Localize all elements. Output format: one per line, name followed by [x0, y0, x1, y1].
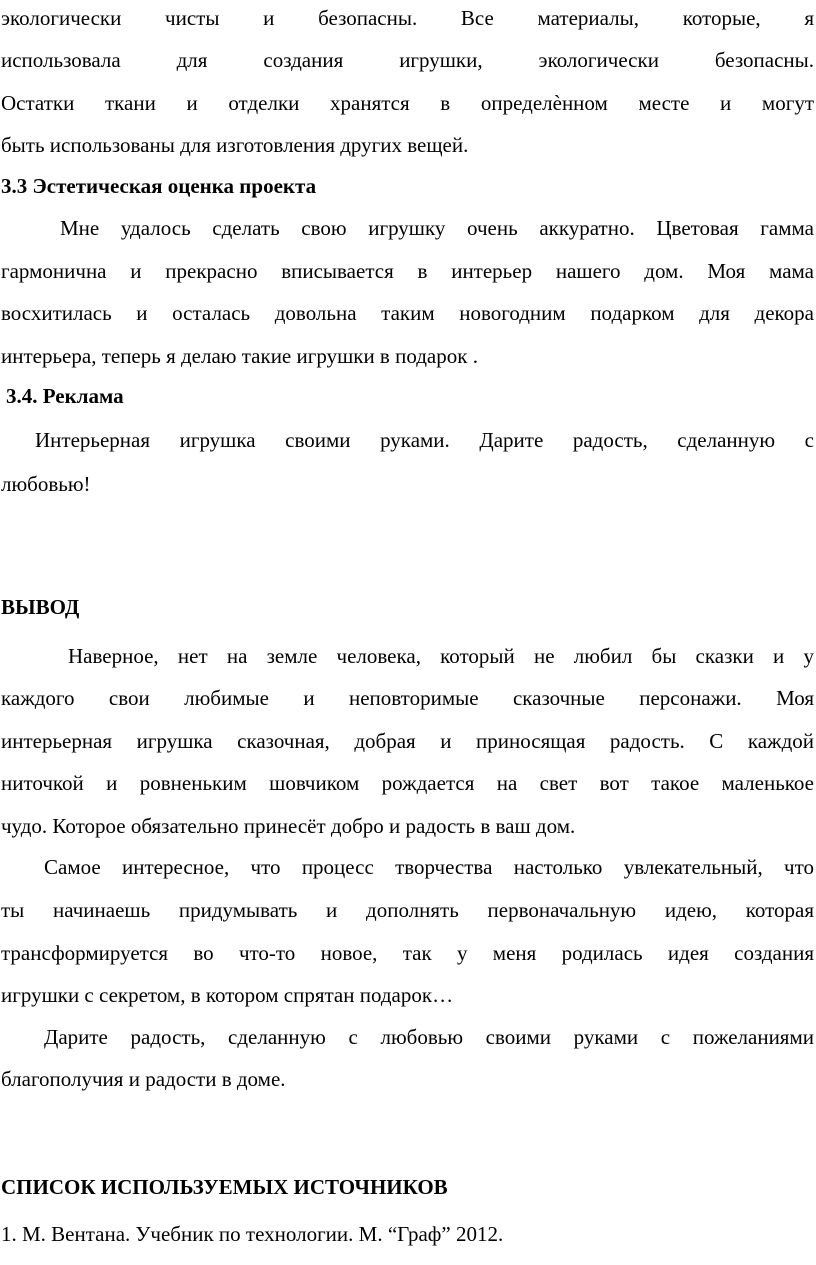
list-item: 1. М. Вентана. Учебник по технологии. М. “Граф” 2012. — [1, 1222, 504, 1246]
paragraph-line: трансформируется во что-то новое, так у меня родилась идея создания — [1, 941, 814, 965]
paragraph-line: экологически чисты и безопасны. Все материалы, которые, я — [1, 6, 814, 30]
section-heading-sources: СПИСОК ИСПОЛЬЗУЕМЫХ ИСТОЧНИКОВ — [1, 1175, 448, 1199]
paragraph-line: любовью! — [1, 472, 91, 496]
paragraph-line: благополучия и радости в доме. — [1, 1067, 286, 1091]
paragraph-line: Дарите радость, сделанную с любовью своими руками с пожеланиями — [44, 1025, 814, 1049]
paragraph-line: гармонична и прекрасно вписывается в интерьер нашего дом. Моя мама — [1, 259, 814, 283]
paragraph-line: использовала для создания игрушки, экологически безопасны. — [1, 48, 814, 72]
paragraph-line: игрушки с секретом, в котором спрятан подарок… — [1, 983, 454, 1007]
paragraph-line: Наверное, нет на земле человека, который не любил бы сказки и у — [68, 644, 814, 668]
paragraph-line: ниточкой и ровненьким шовчиком рождается на свет вот такое маленькое — [1, 771, 814, 795]
paragraph-line: Самое интересное, что процесс творчества настолько увлекательный, что — [44, 855, 814, 879]
paragraph-line: восхитилась и осталась довольна таким новогодним подарком для декора — [1, 301, 814, 325]
paragraph-line: каждого свои любимые и неповторимые сказочные персонажи. Моя — [1, 686, 814, 710]
section-heading-conclusion: ВЫВОД — [1, 595, 80, 619]
paragraph-line: Мне удалось сделать свою игрушку очень аккуратно. Цветовая гамма — [60, 216, 814, 240]
paragraph-line: ты начинаешь придумывать и дополнять первоначальную идею, которая — [1, 898, 814, 922]
section-heading-aesthetic: 3.3 Эстетическая оценка проекта — [1, 174, 317, 198]
paragraph-line: Интерьерная игрушка своими руками. Дарите радость, сделанную с — [35, 428, 814, 452]
paragraph-line: быть использованы для изготовления других вещей. — [1, 133, 469, 157]
paragraph-line: чудо. Которое обязательно принесёт добро и радость в ваш дом. — [1, 814, 576, 838]
paragraph-line: интерьера, теперь я делаю такие игрушки в подарок . — [1, 344, 478, 368]
paragraph-line: Остатки ткани и отделки хранятся в определѐнном месте и могут — [1, 91, 814, 115]
paragraph-line: интерьерная игрушка сказочная, добрая и приносящая радость. С каждой — [1, 729, 814, 753]
section-heading-advert: 3.4. Реклама — [6, 384, 124, 408]
